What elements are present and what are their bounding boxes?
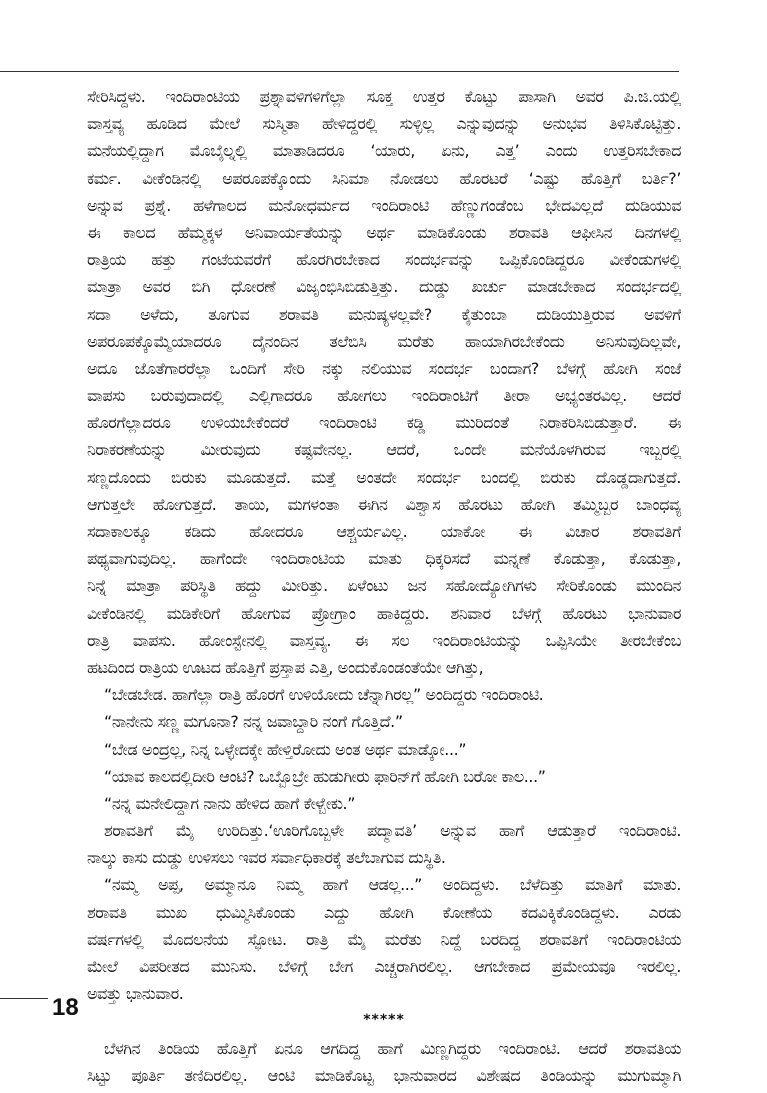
body-line: ರಾತ್ರಿ ವಾಪಸು. ಹೋಂಸ್ಟೇನಲ್ಲಿ ವಾಸ್ತವ್ಯ. ಈ ಸಲ ಇಂದಿರಾಂಟಿಯನ್ನು ಒಪ್ಪಿಸಿಯೇ ತೀರಬೇಕೆಂಬ — [87, 630, 681, 650]
body-line: ಮೇಲೆ ವಿಪರೀತದ ಮುನಿಸು. ಬೆಳಿಗ್ಗೆ ಬೇಗ ಎಚ್ಚರಾಗಿರಲಿಲ್ಲ. ಆಗಬೇಕಾದ ಪ್ರಮೇಯವೂ ಇರಲಿಲ್ಲ. — [87, 957, 681, 976]
body-line: ವಾಪಸು ಬರುವುದಾದಲ್ಲಿ ಎಲ್ಲಿಗಾದರೂ ಹೋಗಲು ಇಂದಿರಾಂಟಿಗೆ ತೀರಾ ಅಭ್ಯಂತರವಿಲ್ಲ. ಆದರೆ — [87, 386, 681, 406]
dialogue-line: “ಬೇಡ ಅಂದ್ರಲ್ಲ, ನಿನ್ನ ಒಳ್ಳೇದಕ್ಕೇ ಹೇಳ್ತಿರೋದು ಅಂತ ಅರ್ಥ ಮಾಡ್ಕೋ...” — [104, 739, 467, 759]
body-line: ಹಟದಿಂದ ರಾತ್ರಿಯ ಊಟದ ಹೊತ್ತಿಗೆ ಪ್ರಸ್ತಾಪ ಎತ್ತಿ, ಅಂದುಕೊಂಡಂತೆಯೇ ಆಗಿತ್ತು, — [87, 657, 484, 677]
body-line: ಸಣ್ಣದೊಂದು ಬಿರುಕು ಮೂಡುತ್ತದೆ. ಮತ್ತೆ ಅಂತದೇ ಸಂದರ್ಭ ಬಂದಲ್ಲಿ ಬಿರುಕು ದೊಡ್ಡದಾಗುತ್ತದೆ. — [87, 467, 681, 487]
body-line: “ನಮ್ಮ ಅಪ್ಪ, ಅಮ್ಮಾನೂ ನಿಮ್ಮ ಹಾಗೆ ಆಡಲ್ಲ...” ಅಂದಿದ್ದಳು. ಬೆಳೆದಿತ್ತು ಮಾತಿಗೆ ಮಾತು. — [104, 875, 681, 895]
body-line: ಮನೆಯಲ್ಲಿದ್ದಾಗ ಮೊಬೈಲ್ನಲ್ಲಿ ಮಾತಾಡಿದರೂ ‘ಯಾರು, ಏನು, ಎತ್ತ’ ಎಂದು ಉತ್ತರಿಸಬೇಕಾದ — [87, 141, 681, 161]
body-line: ಆಗುತ್ತಲೇ ಹೋಗುತ್ತದೆ. ತಾಯಿ, ಮಗಳಂತಾ ಈಗಿನ ವಿಶ್ವಾಸ ಹೊರಟು ಹೋಗಿ ತಮ್ಮಿಬ್ಬರ ಬಾಂಧವ್ಯ — [87, 494, 681, 514]
body-line: ಸದಾ ಅಳೆದು, ತೂಗುವ ಶರಾವತಿ ಮನುಷ್ಯಳಲ್ಲವೇ? ಕೈತುಂಬಾ ದುಡಿಯುತ್ತಿರುವ ಅವಳಿಗೆ — [87, 304, 681, 324]
body-line: ಸಿಟ್ಟು ಪೂರ್ತಿ ತಣಿದಿರಲಿಲ್ಲ. ಆಂಟಿ ಮಾಡಿಕೊಟ್ಟ ಭಾನುವಾರದ ವಿಶೇಷದ ತಿಂಡಿಯನ್ನು ಮುಗುಮ್ಮಾಗಿ — [87, 1065, 681, 1085]
body-line: ವೀಕೆಂಡಿನಲ್ಲಿ ಮಡಿಕೇರಿಗೆ ಹೋಗುವ ಪ್ರೋಗ್ರಾಂ ಹಾಕಿದ್ದರು. ಶನಿವಾರ ಬೆಳಗ್ಗೆ ಹೊರಟು ಭಾನುವಾರ — [87, 603, 681, 623]
body-line: ರಾತ್ರಿಯ ಹತ್ತು ಗಂಟೆಯವರೆಗೆ ಹೊರಗಿರಬೇಕಾದ ಸಂದರ್ಭವನ್ನು ಒಪ್ಪಿಕೊಂಡಿದ್ದರೂ ವೀಕೆಂಡುಗಳಲ್ಲಿ — [87, 250, 681, 270]
body-line: ನಾಲ್ಕು ಕಾಸು ದುಡ್ಡು ಉಳಿಸಲು ಇವರ ಸರ್ವಾಧಿಕಾರಕ್ಕೆ ತಲೆಬಾಗುವ ದುಸ್ಥಿತಿ. — [87, 848, 446, 868]
body-line: ಕರ್ಮ. ವೀಕೆಂಡಿನಲ್ಲಿ ಅಪರೂಪಕ್ಕೊಂದು ಸಿನಿಮಾ ನೋಡಲು ಹೊರಟರೆ ‘ಎಷ್ಟು ಹೊತ್ತಿಗೆ ಬರ್ತಿ?’ — [87, 168, 681, 188]
body-line: ಅದೂ ಜೊತೆಗಾರರೆಲ್ಲಾ ಒಂದಿಗೆ ಸೇರಿ ನಕ್ಕು ನಲಿಯುವ ಸಂದರ್ಭ ಬಂದಾಗ? ಬೆಳಗ್ಗೆ ಹೋಗಿ ಸಂಜೆ — [87, 358, 681, 378]
page-number: 18 — [52, 994, 79, 1021]
dialogue-line: “ಬೇಡಬೇಡ. ಹಾಗೆಲ್ಲಾ ರಾತ್ರಿ ಹೊರಗೆ ಉಳಿಯೋದು ಚೆನ್ನಾಗಿರಲ್ಲ” ಅಂದಿದ್ದರು ಇಂದಿರಾಂಟಿ. — [104, 685, 544, 705]
body-line: ಶರಾವತಿ ಮುಖ ಧುಮ್ಮಿಸಿಕೊಂಡು ಎದ್ದು ಹೋಗಿ ಕೋಣೆಯ ಕದವಿಕ್ಕಿಕೊಂಡಿದ್ದಳು. ಎರಡು — [87, 902, 681, 922]
dialogue-line: “ಯಾವ ಕಾಲದಲ್ಲಿದೀರಿ ಆಂಟಿ? ಒಬ್ಬೊಬ್ರೇ ಹುಡುಗೀರು ಫಾರಿನ್‌ಗೆ ಹೋಗಿ ಬರೋ ಕಾಲ...” — [104, 766, 546, 786]
body-line: ಸದಾಕಾಲಕ್ಕೂ ಕಡಿದು ಹೋದರೂ ಆಶ್ಚರ್ಯವಿಲ್ಲ. ಯಾಕೋ ಈ ವಿಚಾರ ಶರಾವತಿಗೆ — [87, 522, 681, 541]
body-line: ಅನ್ನುವ ಪ್ರಶ್ನೆ. ಹಳೆಗಾಲದ ಮನೋಧರ್ಮದ ಇಂದಿರಾಂಟಿ ಹೆಣ್ಣುಗಂಡೆಂಬ ಭೇದವಿಲ್ಲದೆ ದುಡಿಯುವ — [87, 195, 681, 215]
body-line: ನಿರಾಕರಣೆಯನ್ನು ಮೀರುವುದು ಕಷ್ಟವೇನಲ್ಲ. ಆದರೆ, ಒಂದೇ ಮನೆಯೊಳಗಿರುವ ಇಬ್ಬರಲ್ಲಿ — [87, 440, 681, 460]
body-line: ಪಥ್ಯವಾಗುವುದಿಲ್ಲ. ಹಾಗೆಂದೇ ಇಂದಿರಾಂಟಿಯ ಮಾತು ಧಿಕ್ಕರಿಸದೆ ಮನ್ನಣೆ ಕೊಡುತ್ತಾ, ಕೊಡುತ್ತಾ, — [87, 549, 681, 569]
body-line: ಸೇರಿಸಿದ್ದಳು. ಇಂದಿರಾಂಟಿಯ ಪ್ರಶ್ನಾವಳಿಗಳಿಗೆಲ್ಲಾ ಸೂಕ್ತ ಉತ್ತರ ಕೊಟ್ಟು ಪಾಸಾಗಿ ಅವರ ಪಿ.ಜಿ.ಯಲ್ಲಿ — [87, 87, 681, 106]
body-line: ಅವತ್ತು ಭಾನುವಾರ. — [87, 984, 184, 1004]
body-line: ಬೆಳಗಿನ ತಿಂಡಿಯ ಹೊತ್ತಿಗೆ ಏನೂ ಆಗದಿದ್ದ ಹಾಗೆ ಮಿಣ್ಣಗಿದ್ದರು ಇಂದಿರಾಂಟಿ. ಆದರೆ ಶರಾವತಿಯ — [104, 1038, 681, 1058]
dialogue-line: “ನನ್ನ ಮನೇಲಿದ್ದಾಗ ನಾನು ಹೇಳಿದ ಹಾಗೆ ಕೇಳ್ಬೇಕು.” — [104, 793, 356, 813]
page-body — [87, 83, 681, 1089]
body-line: ವರ್ಷಗಳಲ್ಲಿ ಮೊದಲನೆಯ ಸ್ಫೋಟ. ರಾತ್ರಿ ಮೈ ಮರೆತು ನಿದ್ದೆ ಬರದಿದ್ದ ಶರಾವತಿಗೆ ಇಂದಿರಾಂಟಿಯ — [87, 929, 681, 949]
section-separator: ***** — [363, 1012, 405, 1029]
body-line: ನಿನ್ನೆ ಮಾತ್ರಾ ಪರಿಸ್ಥಿತಿ ಹದ್ದು ಮೀರಿತ್ತು. ಏಳೆಂಟು ಜನ ಸಹೋದ್ಯೋಗಿಗಳು ಸೇರಿಕೊಂಡು ಮುಂದಿನ — [87, 576, 681, 596]
footer-rule — [0, 998, 48, 999]
body-line: ಈ ಕಾಲದ ಹೆಮ್ಮಕ್ಕಳ ಅನಿವಾರ್ಯತೆಯನ್ನು ಅರ್ಥ ಮಾಡಿಕೊಂಡು ಶರಾವತಿ ಆಫೀಸಿನ ದಿನಗಳಲ್ಲಿ — [87, 222, 681, 242]
body-line: ಮಾತ್ರಾ ಅವರ ಬಿಗಿ ಧೋರಣೆ ವಿಜೃಂಭಿಸಿಬಿಡುತ್ತಿತ್ತು. ದುಡ್ಡು ಖರ್ಚು ಮಾಡಬೇಕಾದ ಸಂದರ್ಭದಲ್ಲಿ — [87, 277, 681, 297]
header-rule — [0, 71, 679, 72]
body-line: ವಾಸ್ತವ್ಯ ಹೂಡಿದ ಮೇಲೆ ಸುಸ್ಮಿತಾ ಹೇಳಿದ್ದರಲ್ಲಿ ಸುಳ್ಳಿಲ್ಲ ಎನ್ನುವುದನ್ನು ಅನುಭವ ತಿಳಿಸಿಕೊಟ್ಟಿತ್ತು. — [87, 114, 681, 134]
body-line: ಹೊರಗೆಲ್ಲಾದರೂ ಉಳಿಯಬೇಕೆಂದರೆ ಇಂದಿರಾಂಟಿ ಕಡ್ಡಿ ಮುರಿದಂತೆ ನಿರಾಕರಿಸಿಬಿಡುತ್ತಾರೆ. ಈ — [87, 413, 681, 433]
dialogue-line: “ನಾನೇನು ಸಣ್ಣ ಮಗೂನಾ? ನನ್ನ ಜವಾಬ್ದಾರಿ ನಂಗೆ ಗೊತ್ತಿದೆ.” — [104, 712, 403, 732]
body-line: ಶರಾವತಿಗೆ ಮೈ ಉರಿದಿತ್ತು.‘ಊರಿಗೊಬ್ಬಳೇ ಪದ್ಮಾವತಿ’ ಅನ್ನುವ ಹಾಗೆ ಆಡುತ್ತಾರೆ ಇಂದಿರಾಂಟಿ. — [104, 821, 681, 841]
body-line: ಅಪರೂಪಕ್ಕೊಮ್ಮೆಯಾದರೂ ದೈನಂದಿನ ತಲೆಬಿಸಿ ಮರೆತು ಹಾಯಾಗಿರಬೇಕೆಂದು ಅನಿಸುವುದಿಲ್ಲವೇ, — [87, 331, 681, 351]
